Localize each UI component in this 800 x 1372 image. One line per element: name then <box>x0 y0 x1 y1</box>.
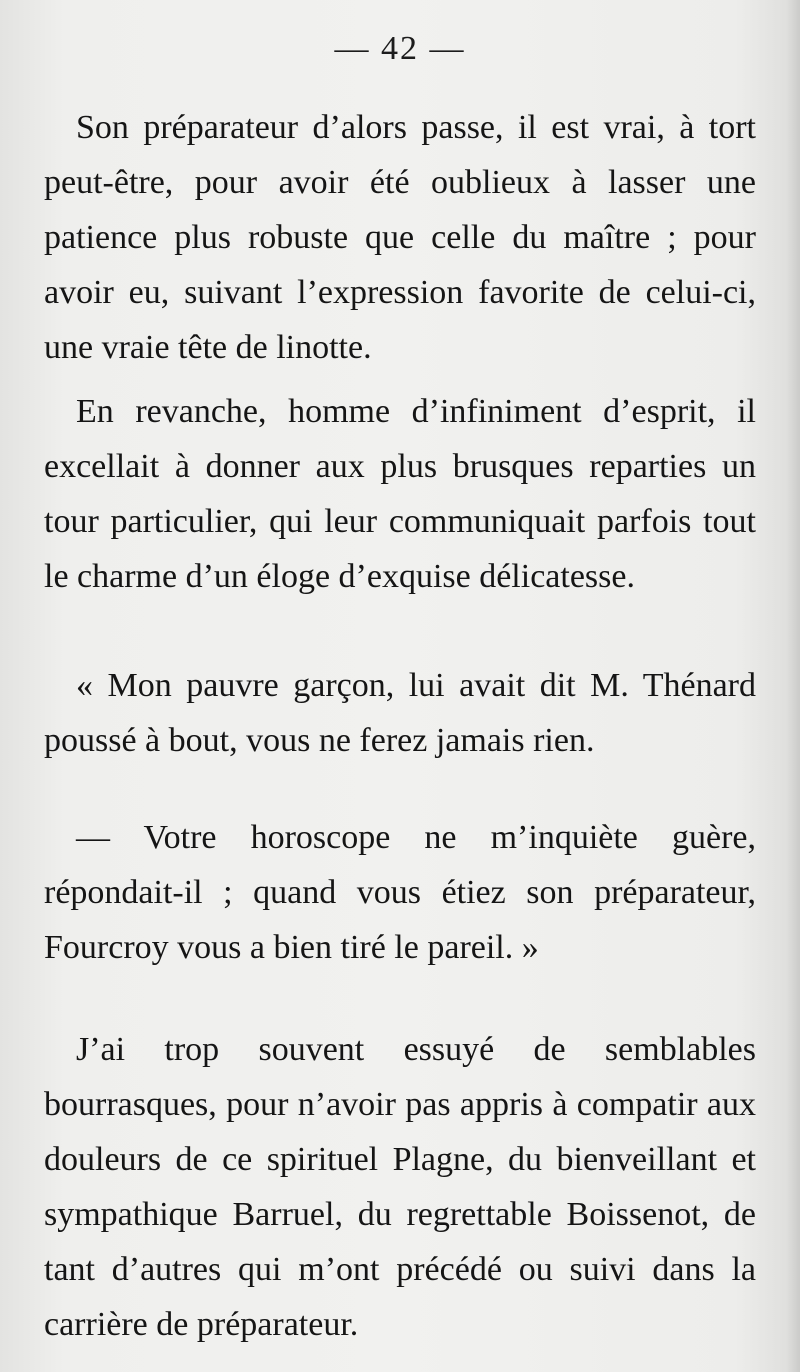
paragraph-2 <box>44 384 756 604</box>
paragraph-1 <box>44 100 756 375</box>
paragraph-4 <box>44 810 756 975</box>
paragraph-1-text: Son préparateur d’alors passe, il est vrai, à tort peut-être, pour avoir été oublieux à lasser une patience plus robuste que celle du maître ; pour avoir eu, suivant l’expression favorite de celui-ci, une vraie tête de linotte. <box>44 109 756 366</box>
paragraph-5-text: J’ai trop souvent essuyé de semblables bourrasques, pour n’avoir pas appris à compatir aux douleurs de ce spirituel Plagne, du bienveillant et sympathique Barruel, du regrettable Boissenot, de tant d’autres qui m’ont précédé ou suivi dans la carrière de préparateur. <box>44 1031 756 1343</box>
paragraph-3 <box>44 658 756 768</box>
page-edge-shadow <box>786 0 800 1372</box>
paragraph-3-text: « Mon pauvre garçon, lui avait dit M. Thénard poussé à bout, vous ne ferez jamais rien. <box>44 667 756 759</box>
page-number: — 42 — <box>334 30 466 67</box>
paragraph-5 <box>44 1022 756 1352</box>
paragraph-2-text: En revanche, homme d’infiniment d’esprit, il excellait à donner aux plus brusques reparties un tour particulier, qui leur communiquait parfois tout le charme d’un éloge d’exquise délicatesse. <box>44 393 756 595</box>
paragraph-4-text: — Votre horoscope ne m’inquiète guère, répondait-il ; quand vous étiez son préparateur, Fourcroy vous a bien tiré le pareil. » <box>44 819 756 966</box>
